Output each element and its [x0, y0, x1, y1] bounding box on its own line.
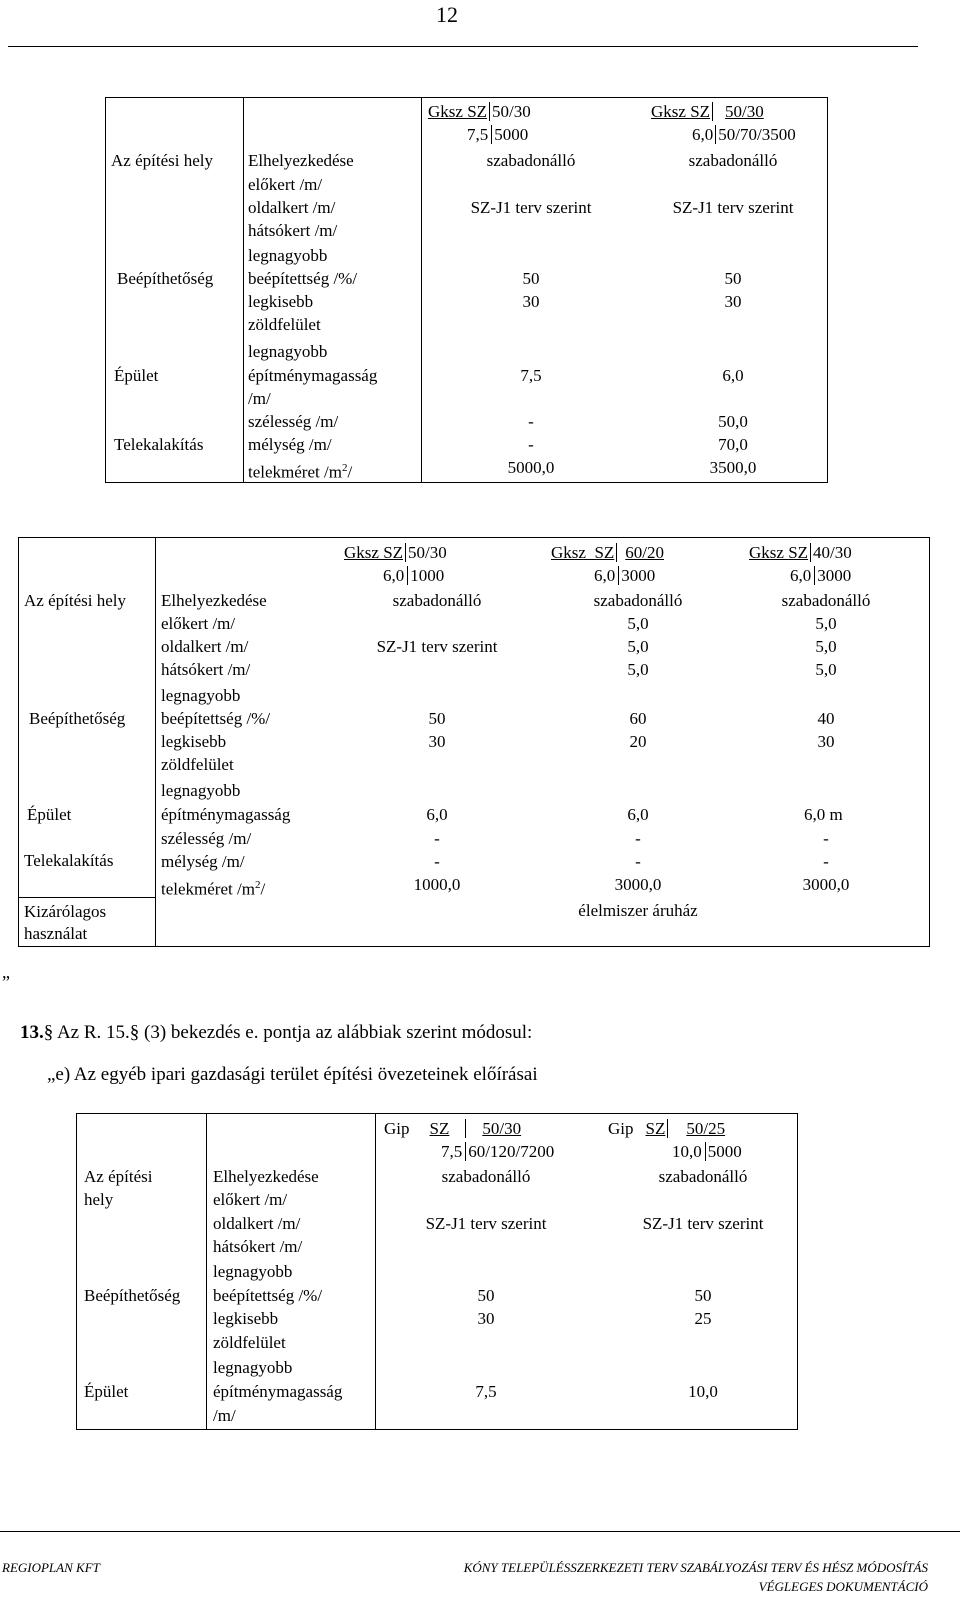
- param-m: /m/: [248, 389, 271, 408]
- param-legnagyobb: legnagyobb: [213, 1262, 293, 1281]
- t1-group-beep: Beépíthetőség: [117, 269, 214, 288]
- t2-col2-header-l1: Gksz SZ 60/20: [551, 543, 665, 562]
- t2-col1-header-l1: Gksz SZ 50/30: [344, 543, 447, 562]
- param-szelesseg: szélesség /m/: [161, 829, 252, 848]
- param-legnagyobb: legnagyobb: [161, 686, 241, 705]
- t1-c1-mag: 7,5: [520, 366, 542, 385]
- t3-group-hely: hely: [84, 1190, 114, 1209]
- param-legnagyobb: legnagyobb: [248, 246, 328, 265]
- footer-project: KÓNY TELEPÜLÉSSZERKEZETI TERV SZABÁLYOZÁSI TERV ÉS HÉSZ MÓDOSÍTÁS: [463, 1560, 928, 1575]
- t3-col1-header-l2: 7,5 60/120/7200: [441, 1142, 555, 1161]
- param-melyseg: mélység /m/: [248, 435, 332, 454]
- t2-group-epulet: Épület: [27, 805, 72, 824]
- t2-c2-hatsokert: 5,0: [627, 660, 649, 679]
- param-beepitettseg: beépítettség /%/: [213, 1286, 323, 1305]
- t2-c1-elhely: szabadonálló: [392, 591, 482, 610]
- t3-group-beep: Beépíthetőség: [84, 1286, 181, 1305]
- param-melyseg: mélység /m/: [161, 852, 245, 871]
- param-telekmeret: telekméret $/m^2/$: [248, 462, 353, 482]
- page-number: 12: [436, 2, 458, 27]
- t2-group-kiz: Kizárólagos: [24, 902, 107, 921]
- t2-c3-mag: 6,0 m: [804, 805, 843, 824]
- t3-c1-elhely: szabadonálló: [441, 1167, 531, 1186]
- param-legkisebb: legkisebb: [161, 732, 227, 751]
- param-legnagyobb: legnagyobb: [213, 1358, 293, 1377]
- param-hatsokert: hátsókert /m/: [161, 660, 251, 679]
- t1-c1-elhely: szabadonálló: [486, 151, 576, 170]
- t2-c2-zold: 20: [629, 732, 647, 751]
- param-elokert: előkert /m/: [161, 614, 236, 633]
- t2-c3-mely: -: [823, 852, 829, 871]
- param-hatsokert: hátsókert /m/: [248, 221, 338, 240]
- param-legkisebb: legkisebb: [213, 1309, 279, 1328]
- t2-c3-oldalkert: 5,0: [815, 637, 837, 656]
- t1-c2-telek: 3500,0: [709, 458, 757, 477]
- param-oldalkert: oldalkert /m/: [161, 637, 249, 656]
- t2-c2-beep: 60: [629, 709, 647, 728]
- t1-c2-zold: 30: [724, 292, 742, 311]
- t2-c2-oldalkert: 5,0: [627, 637, 649, 656]
- t1-c2-szel: 50,0: [718, 412, 748, 431]
- param-hatsokert: hátsókert /m/: [213, 1237, 303, 1256]
- t2-c3-szel: -: [823, 829, 829, 848]
- t3-c1-mag: 7,5: [475, 1382, 497, 1401]
- t2-c2-mely: -: [635, 852, 641, 871]
- t3-c2-szj1: SZ-J1 terv szerint: [642, 1214, 764, 1233]
- param-elhelyezkedes: Elhelyezkedése: [213, 1167, 319, 1186]
- t2-col2-header-l2: 6,0 3000: [594, 566, 656, 585]
- param-legnagyobb: legnagyobb: [248, 342, 328, 361]
- t1-group-epulet: Épület: [114, 366, 159, 385]
- t2-c3-beep: 40: [817, 709, 835, 728]
- section-subtitle: „e) Az egyéb ipari gazdasági terület építési övezeteinek előírásai: [47, 1064, 538, 1085]
- t1-c2-elhely: szabadonálló: [688, 151, 778, 170]
- t2-c2-mag: 6,0: [627, 805, 649, 824]
- param-legnagyobb: legnagyobb: [161, 781, 241, 800]
- param-zoldfelulet: zöldfelület: [248, 315, 321, 334]
- t3-c1-beep: 50: [477, 1286, 495, 1305]
- param-epitmenymagassag: építménymagasság: [248, 366, 378, 385]
- param-oldalkert: oldalkert /m/: [213, 1214, 301, 1233]
- t2-c3-hatsokert: 5,0: [815, 660, 837, 679]
- t1-col1-header-l1: Gksz SZ 50/30: [428, 102, 531, 121]
- param-m: /m/: [213, 1406, 236, 1425]
- t2-col3-header-l2: 6,0 3000: [790, 566, 852, 585]
- t2-c1-mely: -: [434, 852, 440, 871]
- t2-c3-telek: 3000,0: [802, 875, 850, 894]
- t2-col3-header-l1: Gksz SZ 40/30: [749, 543, 852, 562]
- t2-c2-elokert: 5,0: [627, 614, 649, 633]
- t1-group-hely: Az építési hely: [111, 151, 213, 170]
- t2-c1-zold: 30: [428, 732, 446, 751]
- t2-group-hely: Az építési hely: [24, 591, 126, 610]
- t1-col2-header-l1: Gksz SZ 50/30: [651, 102, 764, 121]
- t2-c1-telek: 1000,0: [413, 875, 461, 894]
- t1-col1-header-l2: 7,5 5000: [467, 125, 529, 144]
- t2-c1-beep: 50: [428, 709, 446, 728]
- t3-c1-szj1: SZ-J1 terv szerint: [425, 1214, 547, 1233]
- t1-group-telek: Telekalakítás: [114, 435, 204, 454]
- t2-c1-mag: 6,0: [426, 805, 448, 824]
- t1-c1-zold: 30: [522, 292, 540, 311]
- closing-quote: „: [2, 962, 10, 982]
- t2-c2-szel: -: [635, 829, 641, 848]
- t1-col2-header-l2: 6,0 50/70/3500: [692, 125, 796, 144]
- footer-rule: [0, 1531, 960, 1532]
- param-beepitettseg: beépítettség /%/: [161, 709, 271, 728]
- t1-c2-beep: 50: [724, 269, 742, 288]
- header-rule: [8, 46, 918, 47]
- t1-c2-mely: 70,0: [718, 435, 748, 454]
- t1-c1-mely: -: [528, 435, 534, 454]
- t3-col1-header-l1: Gip SZ 50/30: [384, 1117, 541, 1141]
- param-elhelyezkedes: Elhelyezkedése: [248, 151, 354, 170]
- param-zoldfelulet: zöldfelület: [213, 1333, 286, 1352]
- t2-group-kiz: használat: [24, 924, 88, 943]
- t2-c2-telek: 3000,0: [614, 875, 662, 894]
- t1-c2-mag: 6,0: [722, 366, 744, 385]
- t2-c1-szel: -: [434, 829, 440, 848]
- t1-c1-beep: 50: [522, 269, 540, 288]
- param-legkisebb: legkisebb: [248, 292, 314, 311]
- t2-c3-elokert: 5,0: [815, 614, 837, 633]
- t2-c3-zold: 30: [817, 732, 835, 751]
- param-szelesseg: szélesség /m/: [248, 412, 339, 431]
- t2-c2-elhely: szabadonálló: [593, 591, 683, 610]
- t2-group-beep: Beépíthetőség: [29, 709, 126, 728]
- t3-c2-elhely: szabadonálló: [658, 1167, 748, 1186]
- t1-c1-szel: -: [528, 412, 534, 431]
- footer-company: REGIOPLAN KFT: [2, 1560, 100, 1575]
- param-zoldfelulet: zöldfelület: [161, 755, 234, 774]
- t3-col2-header-l2: 10,0 5000: [672, 1142, 742, 1161]
- param-elokert: előkert /m/: [213, 1190, 288, 1209]
- footer-document-status: VÉGLEGES DOKUMENTÁCIÓ: [758, 1579, 928, 1594]
- t2-c2-kizarolagos: élelmiszer áruház: [578, 901, 698, 920]
- t2-c3-elhely: szabadonálló: [781, 591, 871, 610]
- t3-c2-zold: 25: [694, 1309, 712, 1328]
- param-elhelyezkedes: Elhelyezkedése: [161, 591, 267, 610]
- param-epitmenymagassag: építménymagasság: [161, 805, 291, 824]
- param-telekmeret: telekméret $/m^2/$: [161, 879, 266, 899]
- t2-group-telek: Telekalakítás: [24, 851, 114, 870]
- param-epitmenymagassag: építménymagasság: [213, 1382, 343, 1401]
- t3-c1-zold: 30: [477, 1309, 495, 1328]
- t1-c1-telek: 5000,0: [507, 458, 555, 477]
- t3-group-epulet: Épület: [84, 1382, 129, 1401]
- t3-group-hely: Az építési: [84, 1167, 153, 1186]
- t2-col1-header-l2: 6,0 1000: [383, 566, 445, 585]
- param-beepitettseg: beépítettség /%/: [248, 269, 358, 288]
- t1-c2-szj1: SZ-J1 terv szerint: [672, 198, 794, 217]
- section-13-heading: 13.§ Az R. 15.§ (3) bekezdés e. pontja az alábbiak szerint módosul:: [20, 1022, 533, 1043]
- t3-col2-header-l1: Gip SZ 50/25: [608, 1117, 745, 1141]
- param-elokert: előkert /m/: [248, 175, 323, 194]
- t1-c1-szj1: SZ-J1 terv szerint: [470, 198, 592, 217]
- t3-c2-mag: 10,0: [688, 1382, 718, 1401]
- t3-c2-beep: 50: [694, 1286, 712, 1305]
- t2-c1-szj1: SZ-J1 terv szerint: [376, 637, 498, 656]
- param-oldalkert: oldalkert /m/: [248, 198, 336, 217]
